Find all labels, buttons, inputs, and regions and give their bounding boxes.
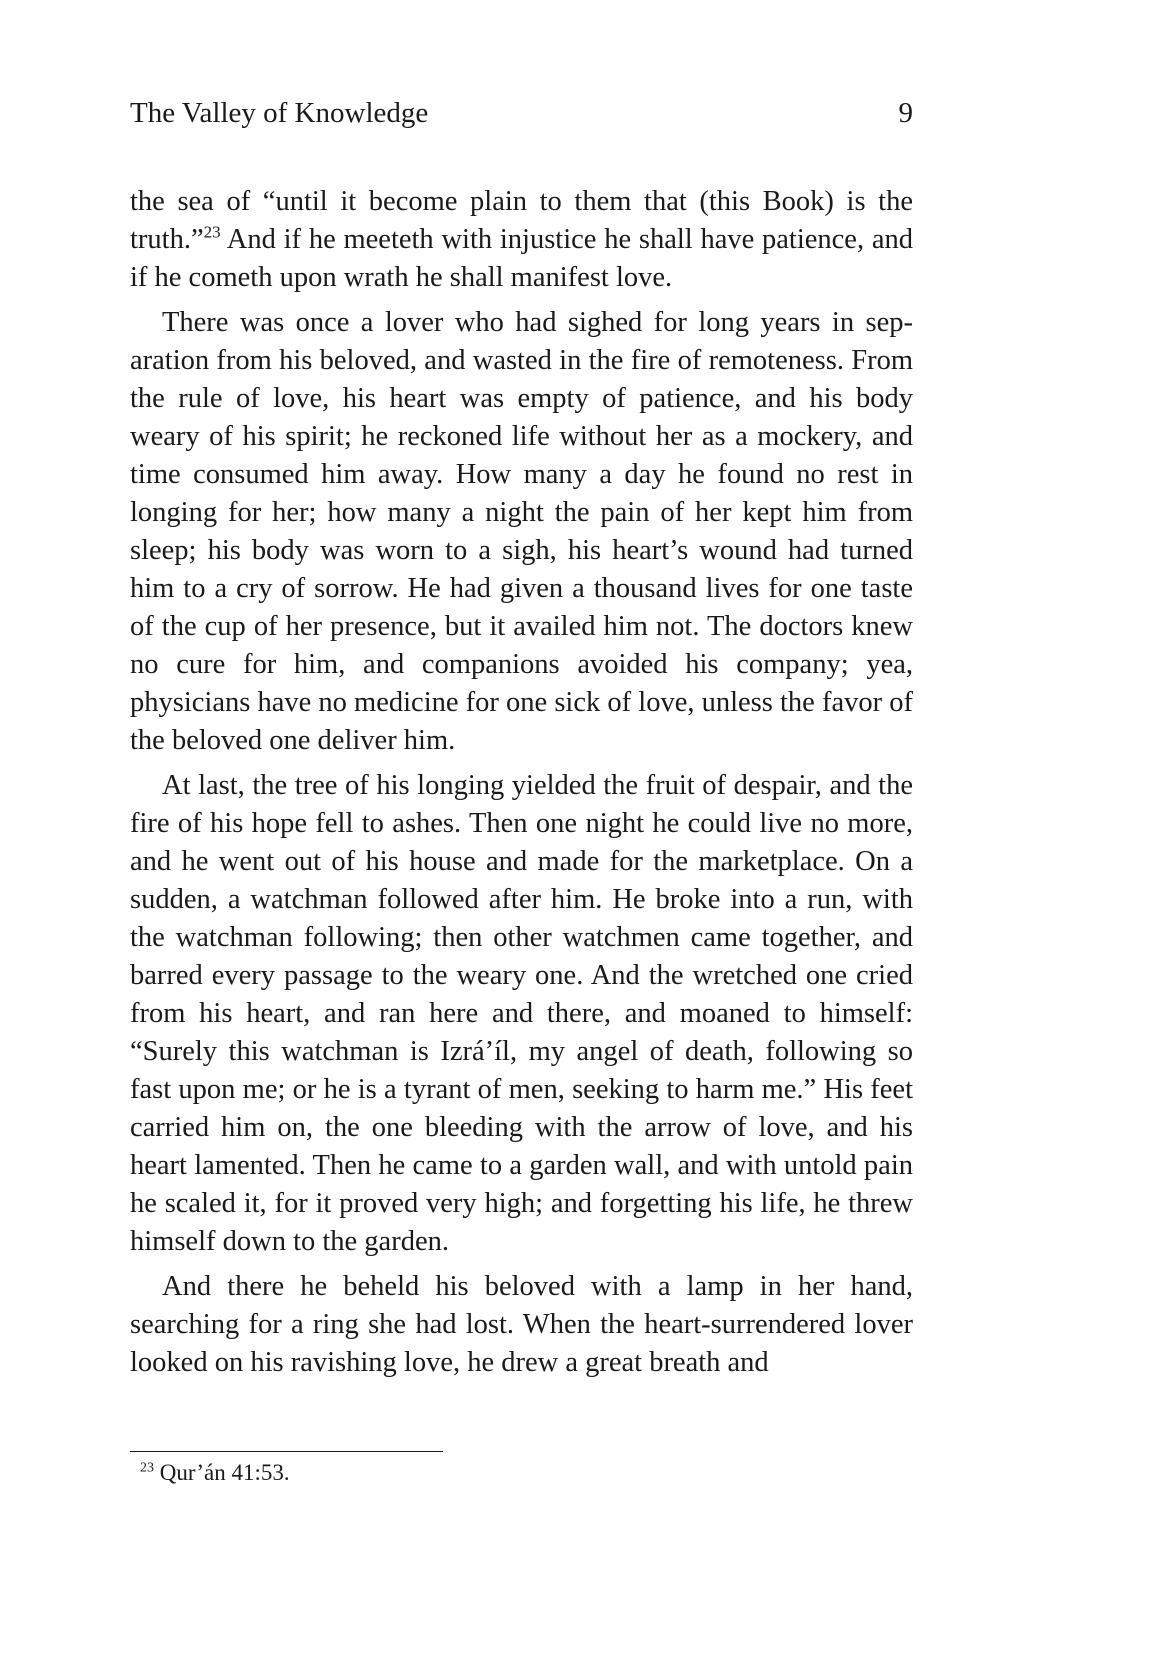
footnote-text: Qur’án 41:53.: [154, 1460, 290, 1485]
paragraph-4: And there he beheld his beloved with a lamp in her hand, searching for a ring she had lost. When the heart-surrendered lover looked on his ravishing love, he drew a great breath and: [130, 1271, 913, 1378]
page-number: 9: [898, 97, 913, 129]
paragraph-3: At last, the tree of his longing yielded the fruit of despair, and the fire of his hope fell to ashes. Then one night he could live no more, and he went out of his house and made for the marketplace. On a sudden, a watchman followed after him. He broke into a run, with the watchman following; then other watchmen came together, and barred every passage to the weary one. And the wretched one cried from his heart, and ran here and there, and moaned to himself: “Surely this watchman is Izrá’íl, my angel of death, following so fast upon me; or he is a tyrant of men, seeking to harm me.” His feet carried him on, the one bleeding with the arrow of love, and his heart lamented. Then he came to a garden wall, and with untold pain he scaled it, for it proved very high; and forgetting his life, he threw himself down to the garden.: [130, 770, 913, 1257]
footnote-divider: [130, 1451, 443, 1452]
footnote-reference: 23: [203, 222, 221, 242]
footnote: [140, 1458, 290, 1488]
footnote-marker: 23: [140, 1460, 154, 1476]
body-text: [130, 183, 913, 1389]
paragraph-2: There was once a lover who had sighed for long years in separation from his beloved, and wasted in the fire of remoteness. From the rule of love, his heart was empty of patience, and his body weary of his spirit; he reckoned life without her as a mockery, and time consumed him away. How many a day he found no rest in longing for her; how many a night the pain of her kept him from sleep; his body was worn to a sigh, his heart’s wound had turned him to a cry of sorrow. He had given a thousand lives for one taste of the cup of her presence, but it availed him not. The doctors knew no cure for him, and companions avoided his company; yea, physicians have no medicine for one sick of love, unless the favor of the beloved one deliver him.: [130, 307, 913, 756]
paragraph-1-text-continued: And if he meeteth with injustice he shall have patience, and if he cometh upon wrath he shall manifest love.: [130, 224, 913, 293]
paragraph-1: [130, 183, 913, 297]
running-head: [130, 96, 913, 131]
paragraph-1-text: the sea of “until it become plain to them that (this Book) is the truth.”: [130, 186, 913, 255]
chapter-title: The Valley of Knowledge: [130, 97, 429, 129]
book-page: [130, 0, 913, 1654]
